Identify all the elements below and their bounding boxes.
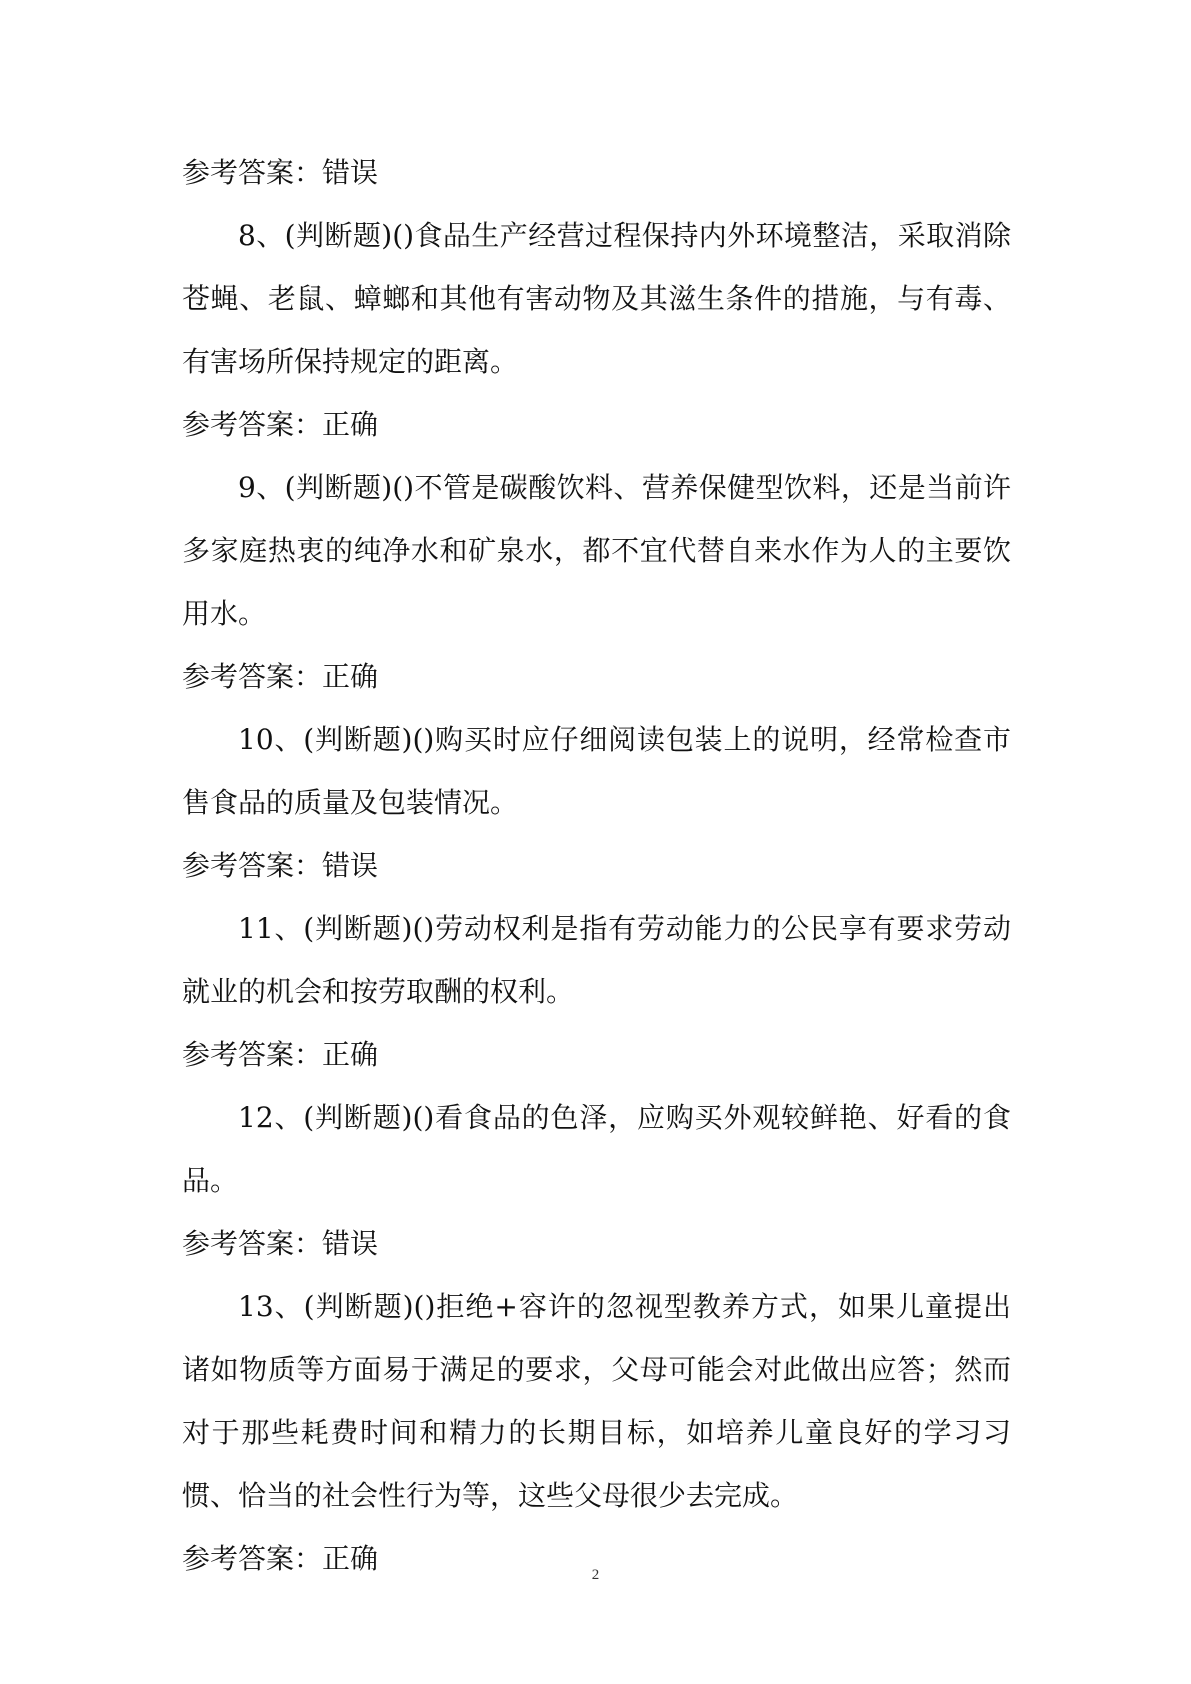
answer-11: 参考答案：正确 [182, 1038, 379, 1071]
answer-13: 参考答案：正确 [182, 1542, 379, 1575]
question-9: 9、(判断题)()不管是碳酸饮料、营养保健型饮料，还是当前许多家庭热衷的纯净水和矿泉水，都不宜代替自来水作为人的主要饮用水。 [182, 471, 1011, 630]
question-13: 13、(判断题)()拒绝+容许的忽视型教养方式，如果儿童提出诸如物质等方面易于满足的要求，父母可能会对此做出应答；然而对于那些耗费时间和精力的长期目标，如培养儿童良好的学习习惯、恰当的社会性行为等，这些父母很少去完成。 [182, 1290, 1011, 1512]
answer-8: 参考答案：正确 [182, 408, 379, 441]
answer-12: 参考答案：错误 [182, 1227, 379, 1260]
answer-9: 参考答案：正确 [182, 660, 379, 693]
question-11: 11、(判断题)()劳动权利是指有劳动能力的公民享有要求劳动就业的机会和按劳取酬的权利。 [182, 912, 1011, 1008]
page-number: 2 [591, 1567, 600, 1583]
question-8: 8、(判断题)()食品生产经营过程保持内外环境整洁，采取消除苍蝇、老鼠、蟑螂和其他有害动物及其滋生条件的措施，与有毒、有害场所保持规定的距离。 [182, 219, 1011, 378]
answer-line: 参考答案：错误 [182, 156, 379, 189]
page-content [182, 141, 1011, 1590]
question-12: 12、(判断题)()看食品的色泽，应购买外观较鲜艳、好看的食品。 [182, 1101, 1011, 1197]
answer-10: 参考答案：错误 [182, 849, 379, 882]
question-10: 10、(判断题)()购买时应仔细阅读包装上的说明，经常检查市售食品的质量及包装情况。 [182, 723, 1011, 819]
